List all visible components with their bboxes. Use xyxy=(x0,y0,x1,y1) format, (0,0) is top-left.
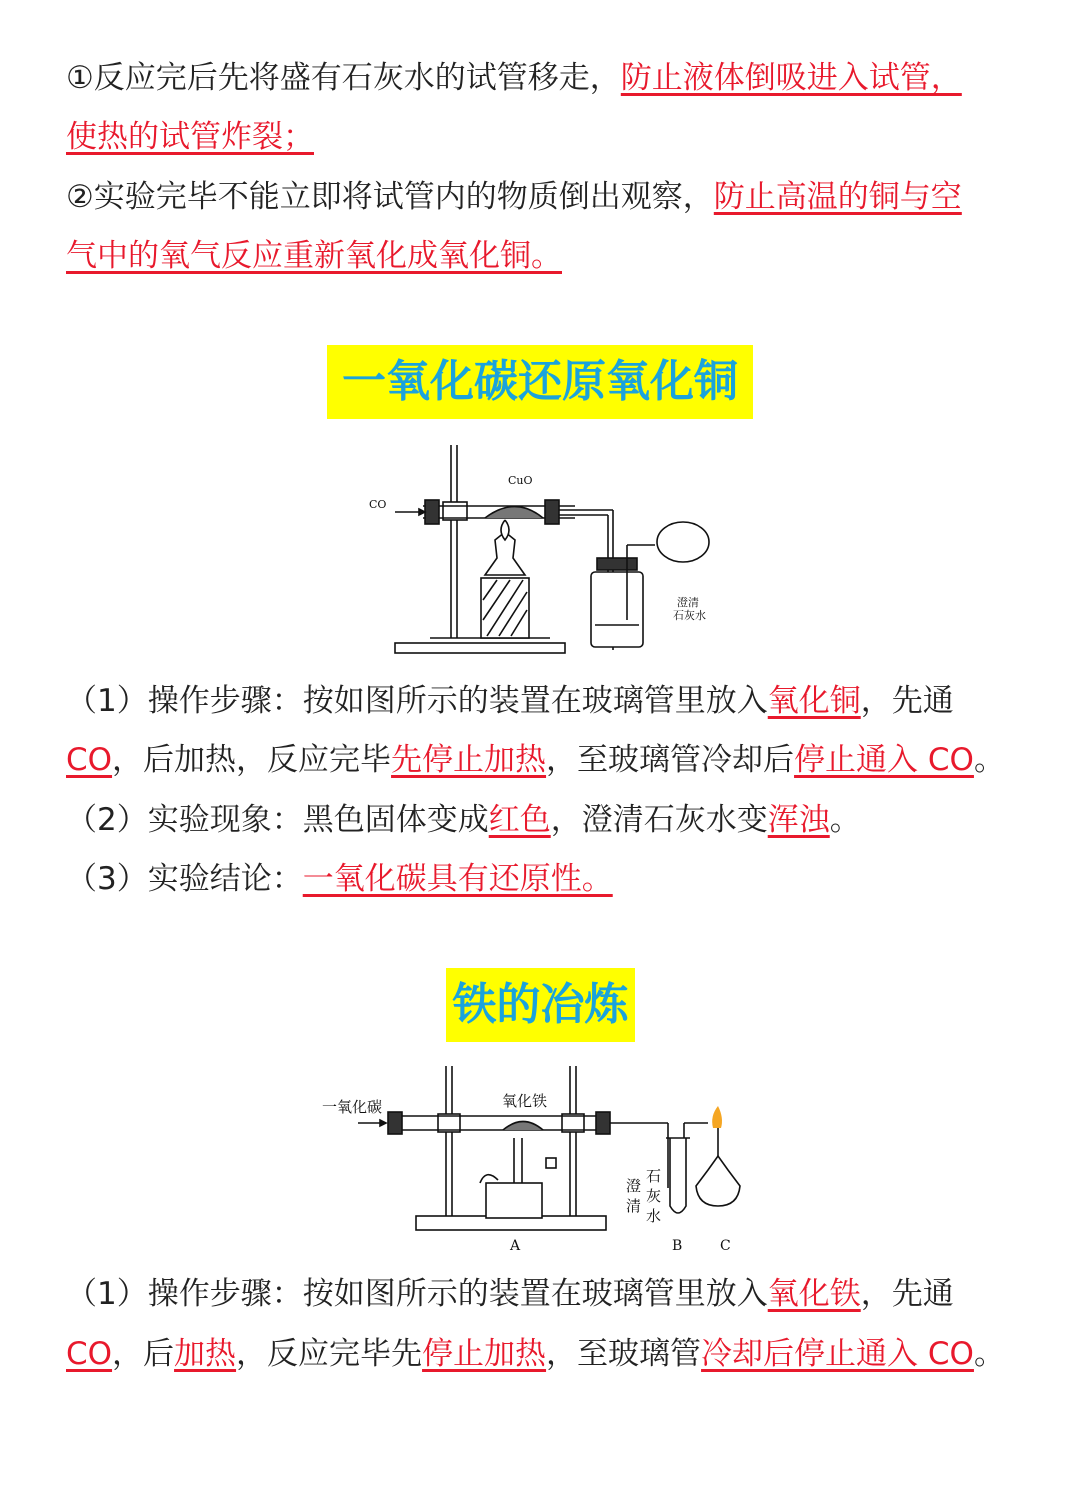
label-clear1: 澄 xyxy=(626,1177,642,1195)
label-co: 一氧化碳 xyxy=(322,1098,383,1116)
answer-text: 红色 xyxy=(488,802,551,838)
intro-line-4 xyxy=(66,236,1026,276)
answer-text: 停止通入 CO xyxy=(794,742,974,778)
answer-text: CO xyxy=(66,742,113,778)
apparatus-diagram-cuo xyxy=(365,440,725,660)
answer-text: 一氧化碳具有还原性。 xyxy=(302,861,613,897)
section1-step1-line1: （1）操作步骤：按如图所示的装置在玻璃管里放入氧化铜，先通 xyxy=(66,683,954,719)
section-title: 铁的冶炼 xyxy=(446,968,635,1042)
label-cuo: CuO xyxy=(508,474,533,487)
answer-text: CO xyxy=(66,1336,113,1372)
answer-text: 冷却后停止通入 CO xyxy=(701,1336,974,1372)
answer-text: 氧化铁 xyxy=(767,1276,861,1312)
section1-step1-line2: CO，后加热，反应完毕先停止加热，至玻璃管冷却后停止通入 CO。 xyxy=(66,742,1005,778)
intro-line-3: ②实验完毕不能立即将试管内的物质倒出观察，防止高温的铜与空 xyxy=(66,179,962,215)
answer-text: 加热 xyxy=(174,1336,237,1372)
answer-text: 防止高温的铜与空 xyxy=(713,179,962,215)
label-co: CO xyxy=(369,498,387,511)
answer-text: 停止加热 xyxy=(422,1336,547,1372)
apparatus-diagram-fe2o3 xyxy=(318,1058,758,1258)
label-clear: 澄清 xyxy=(677,596,699,609)
section2-step1-line2: CO，后加热，反应完毕先停止加热，至玻璃管冷却后停止通入 CO。 xyxy=(66,1336,1005,1372)
label-limewater: 石灰水 xyxy=(673,609,706,622)
label-b: B xyxy=(672,1238,683,1254)
intro-line-1: ①反应完后先将盛有石灰水的试管移走，防止液体倒吸进入试管， xyxy=(66,60,962,96)
answer-text: 使热的试管炸裂； xyxy=(66,119,314,155)
answer-text: 浑浊 xyxy=(767,802,830,838)
label-c: C xyxy=(720,1238,731,1254)
label-ash: 灰 xyxy=(646,1187,662,1205)
section1-step2: （2）实验现象：黑色固体变成红色，澄清石灰水变浑浊。 xyxy=(66,802,861,838)
answer-text: 先停止加热 xyxy=(391,742,547,778)
section1-step3: （3）实验结论：一氧化碳具有还原性。 xyxy=(66,861,613,897)
label-clear2: 清 xyxy=(626,1197,642,1215)
section2-step1-line1: （1）操作步骤：按如图所示的装置在玻璃管里放入氧化铁，先通 xyxy=(66,1276,954,1312)
label-stone: 石 xyxy=(646,1167,662,1185)
answer-text: 气中的氧气反应重新氧化成氧化铜。 xyxy=(66,238,562,274)
answer-text: 氧化铜 xyxy=(767,683,861,719)
label-fe2o3: 氧化铁 xyxy=(502,1092,548,1110)
label-water: 水 xyxy=(646,1207,662,1225)
answer-text: 防止液体倒吸进入试管， xyxy=(620,60,962,96)
label-a: A xyxy=(510,1238,521,1254)
section-title: 一氧化碳还原氧化铜 xyxy=(327,345,753,419)
intro-line-2 xyxy=(66,117,1026,157)
